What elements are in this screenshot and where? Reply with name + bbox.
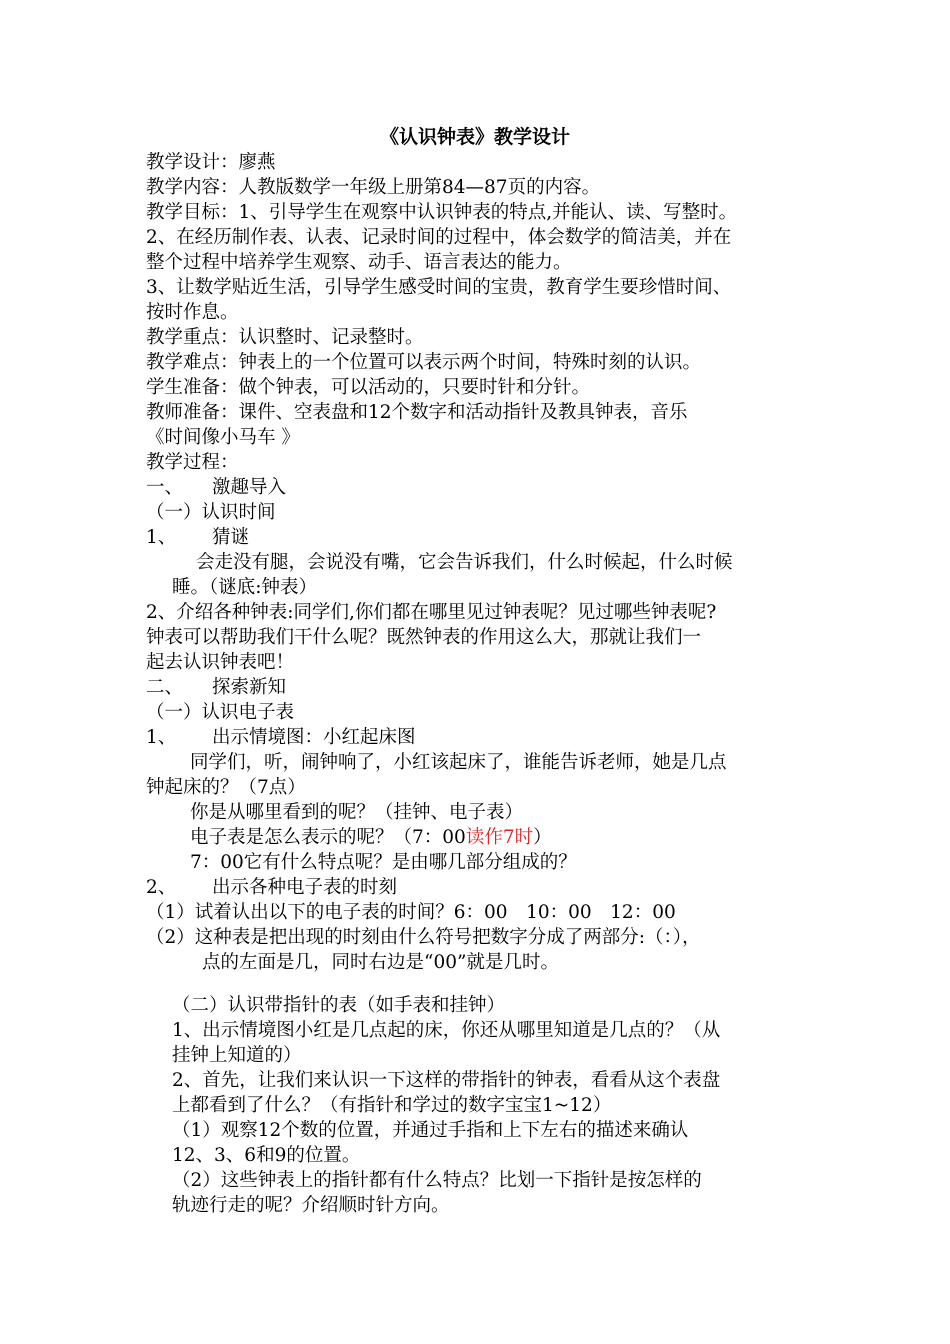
- section-1-item-1-number: 1、: [146, 527, 177, 548]
- section-2-item-2-title: 出示各种电子表的时刻: [212, 877, 398, 898]
- key-point-line: 教学重点：认识整时、记录整时。: [146, 327, 424, 348]
- section-1-item-1-title: 猜谜: [212, 527, 250, 548]
- teacher-prep-line-a: 教师准备：课件、空表盘和12个数字和活动指针及教具钟表，音乐: [146, 402, 688, 423]
- section-2-sub2-line-3a: （1）观察12个数的位置，并通过手指和上下左右的描述来确认: [172, 1120, 689, 1141]
- section-2-question-2: [190, 825, 552, 850]
- question-2-closing: ）: [533, 827, 552, 848]
- section-2-sub2-line-1a: 1、出示情境图小红是几点起的床，你还从哪里知道是几点的？（从: [172, 1020, 721, 1041]
- difficulty-line: 教学难点：钟表上的一个位置可以表示两个时间，特殊时刻的认识。: [146, 352, 702, 373]
- process-heading: 教学过程：: [146, 452, 239, 473]
- section-2-sub2-line-2a: 2、首先，让我们来认识一下这样的带指针的钟表，看看从这个表盘: [172, 1070, 721, 1091]
- section-1-item-2-line-c: 起去认识钟表吧！: [146, 652, 295, 673]
- question-2-highlight: 读作7时: [465, 827, 534, 848]
- section-2-item-1-number: 1、: [146, 727, 177, 748]
- document-title: 《认识钟表》教学设计: [379, 126, 570, 148]
- riddle-line-a: 会走没有腿，会说没有嘴，它会告诉我们，什么时候起，什么时候: [196, 552, 733, 573]
- section-2-subheading-2: （二）认识带指针的表（如手表和挂钟）: [172, 995, 506, 1016]
- section-2-question-3: 7：00它有什么特点呢？是由哪几部分组成的？: [190, 852, 577, 873]
- designer-line: 教学设计：廖燕: [146, 152, 276, 173]
- riddle-line-b: 睡。（谜底:钟表）: [172, 577, 317, 598]
- goal-line-3b: 按时作息。: [146, 302, 239, 323]
- section-1-title: 激趣导入: [212, 477, 287, 498]
- section-1-item-2-line-a: 2、介绍各种钟表:同学们,你们都在哪里见过钟表呢？见过哪些钟表呢?: [146, 602, 717, 623]
- goal-line-2a: 2、在经历制作表、认表、记录时间的过程中，体会数学的简洁美，并在: [146, 227, 732, 248]
- section-2-exercise-2a: （2）这种表是把出现的时刻由什么符号把数字分成了两部分:（：），: [146, 927, 701, 948]
- section-2-paragraph-1b: 钟起床的？（7点）: [146, 777, 306, 798]
- section-2-sub2-line-1b: 挂钟上知道的）: [172, 1045, 302, 1066]
- section-2-item-2-number: 2、: [146, 877, 177, 898]
- section-2-item-1-title: 出示情境图：小红起床图: [212, 727, 416, 748]
- section-2-subheading-1: （一）认识电子表: [146, 702, 295, 723]
- goal-line-3a: 3、让数学贴近生活，引导学生感受时间的宝贵，教育学生要珍惜时间、: [146, 277, 732, 298]
- content-line: 教学内容：人教版数学一年级上册第84—87页的内容。: [146, 177, 601, 198]
- goal-line-2b: 整个过程中培养学生观察、动手、语言表达的能力。: [146, 252, 572, 273]
- section-1-subheading: （一）认识时间: [146, 502, 276, 523]
- student-prep-line: 学生准备：做个钟表，可以活动的，只要时针和分针。: [146, 377, 591, 398]
- section-2-paragraph-1a: 同学们，听，闹钟响了，小红该起床了，谁能告诉老师，她是几点: [190, 752, 727, 773]
- section-2-exercise-2b: 点的左面是几，同时右边是“00”就是几时。: [202, 952, 559, 973]
- section-2-question-1: 你是从哪里看到的呢？（挂钟、电子表）: [190, 802, 524, 823]
- section-2-sub2-line-2b: 上都看到了什么？（有指针和学过的数字宝宝1~12）: [172, 1095, 612, 1116]
- section-2-sub2-line-3b: 12、3、6和9的位置。: [172, 1145, 361, 1166]
- section-2-sub2-line-4b: 轨迹行走的呢？介绍顺时针方向。: [172, 1195, 450, 1216]
- section-2-exercise-1: （1）试着认出以下的电子表的时间？6：00 10：00 12：00: [146, 902, 676, 923]
- section-2-title: 探索新知: [212, 677, 287, 698]
- question-2-text: 电子表是怎么表示的呢？（7：00: [190, 827, 466, 848]
- section-2-number: 二、: [146, 677, 184, 698]
- section-2-sub2-line-4a: （2）这些钟表上的指针都有什么特点？比划一下指针是按怎样的: [172, 1170, 702, 1191]
- teacher-prep-line-b: 《时间像小马车 》: [146, 427, 300, 448]
- section-1-number: 一、: [146, 477, 184, 498]
- goal-line-1: 教学目标：1、引导学生在观察中认识钟表的特点,并能认、读、写整时。: [146, 202, 738, 223]
- section-1-item-2-line-b: 钟表可以帮助我们干什么呢？既然钟表的作用这么大，那就让我们一: [146, 627, 702, 648]
